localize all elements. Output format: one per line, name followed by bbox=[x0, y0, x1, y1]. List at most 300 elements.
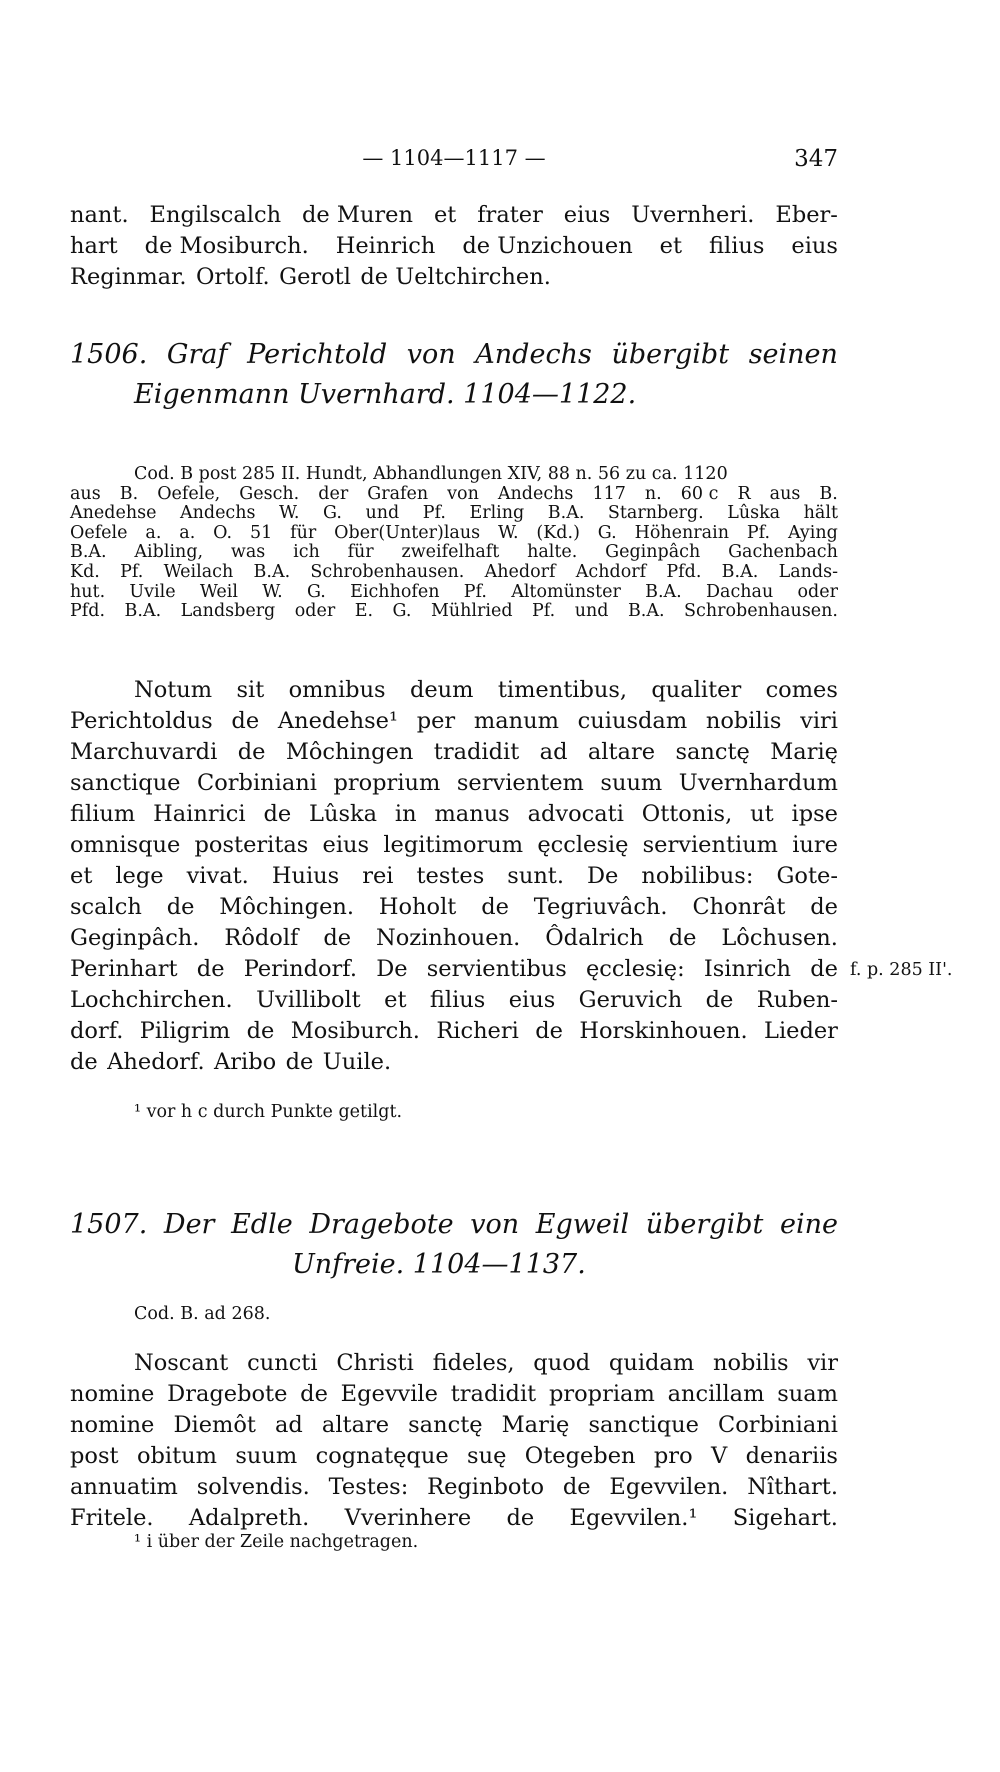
word: Perichtold bbox=[247, 339, 388, 370]
word: von bbox=[470, 1209, 520, 1240]
word: altare bbox=[587, 739, 656, 765]
word: Mosiburch. bbox=[290, 1018, 420, 1044]
word: de bbox=[285, 1049, 314, 1075]
word: de bbox=[481, 894, 509, 920]
citation-line bbox=[70, 602, 838, 622]
word: quidam bbox=[608, 1350, 695, 1376]
word: (Kd.) bbox=[536, 522, 580, 543]
word: Sigehart. bbox=[732, 1505, 838, 1531]
word: Landsberg bbox=[180, 601, 276, 622]
word: Weilach bbox=[163, 561, 234, 582]
word: Gesch. bbox=[239, 483, 300, 504]
word: Christi bbox=[336, 1350, 414, 1376]
word: viri bbox=[800, 708, 838, 734]
word: servientem bbox=[456, 770, 584, 796]
text-line bbox=[70, 830, 838, 861]
word: pro bbox=[653, 1443, 693, 1469]
text-line bbox=[70, 231, 838, 262]
word: Erling bbox=[469, 503, 525, 524]
word: Graf bbox=[166, 339, 228, 370]
word: Höhenrain bbox=[634, 522, 729, 543]
word: Dragebote bbox=[167, 1381, 288, 1407]
word: Noscant bbox=[134, 1350, 229, 1376]
heading-subtitle: Unfreie. 1104—1137. bbox=[292, 1249, 586, 1280]
word: Huius bbox=[271, 863, 340, 889]
word: ipse bbox=[791, 801, 838, 827]
word: Otegeben bbox=[524, 1443, 636, 1469]
text-line bbox=[70, 768, 838, 799]
page-number: 347 bbox=[794, 146, 838, 172]
word: 1507. bbox=[70, 1209, 148, 1240]
word: eius bbox=[791, 233, 838, 259]
word: W. bbox=[262, 581, 283, 602]
word: und bbox=[574, 601, 609, 622]
word: Cod. B post 285 II. Hundt, Abhandlungen XIV, 88 n. 56 zu ca. 1120 bbox=[134, 464, 728, 484]
word: Uvernhardum bbox=[678, 770, 838, 796]
word: Diemôt bbox=[173, 1412, 256, 1438]
word: nobilibus: bbox=[641, 863, 754, 889]
word: Ottonis, bbox=[641, 801, 733, 827]
word: Anedehse¹ bbox=[277, 708, 398, 734]
word: ęcclesię: bbox=[585, 956, 685, 982]
word: rei bbox=[362, 863, 394, 889]
text-line bbox=[70, 1441, 838, 1472]
word: Vverinhere bbox=[344, 1505, 472, 1531]
word: lege bbox=[115, 863, 164, 889]
word: Ruben- bbox=[756, 987, 838, 1013]
word: Lands- bbox=[778, 561, 838, 582]
word: übergibt bbox=[645, 1209, 764, 1240]
text-line bbox=[70, 675, 838, 706]
word: nomine bbox=[70, 1381, 155, 1407]
word: hut. bbox=[70, 581, 106, 602]
word: Perindorf. bbox=[243, 956, 357, 982]
word: de bbox=[323, 925, 352, 951]
word: ad bbox=[275, 1412, 303, 1438]
word: ut bbox=[750, 801, 774, 827]
intro-text bbox=[70, 200, 838, 293]
word: 1506. bbox=[70, 339, 148, 370]
word: Nîthart. bbox=[747, 1474, 838, 1500]
word: Môchingen. bbox=[219, 894, 355, 920]
word: eine bbox=[780, 1209, 838, 1240]
word: de bbox=[246, 1018, 275, 1044]
word: Uvernheri. bbox=[631, 202, 755, 228]
text-line bbox=[70, 799, 838, 830]
word: Gote- bbox=[776, 863, 838, 889]
word: Marię bbox=[501, 1412, 570, 1438]
word: für bbox=[347, 542, 374, 563]
word: post bbox=[70, 1443, 119, 1469]
word: posteritas bbox=[194, 832, 309, 858]
text-line bbox=[70, 985, 838, 1016]
word: qualiter bbox=[651, 677, 742, 703]
word: sanctę bbox=[675, 739, 750, 765]
word: hält bbox=[803, 503, 838, 524]
word: Pf. bbox=[532, 601, 556, 622]
word: Notum bbox=[134, 677, 213, 703]
word: de bbox=[231, 708, 260, 734]
citation-line bbox=[70, 543, 838, 563]
word: proprium bbox=[333, 770, 441, 796]
word: de bbox=[810, 956, 838, 982]
word: frater bbox=[477, 202, 543, 228]
word: V bbox=[711, 1443, 728, 1469]
word: Geginpâch bbox=[605, 542, 701, 563]
word: de bbox=[300, 1381, 328, 1407]
word: de Ueltchirchen. bbox=[360, 264, 551, 290]
word: Oefele bbox=[70, 522, 128, 543]
word: et bbox=[433, 202, 457, 228]
word: advocati bbox=[527, 801, 624, 827]
word: Edle bbox=[231, 1209, 293, 1240]
word: Lochchirchen. bbox=[70, 987, 233, 1013]
citation-1506 bbox=[70, 465, 838, 622]
word: suę bbox=[467, 1443, 507, 1469]
word: et bbox=[70, 863, 93, 889]
word: a. bbox=[179, 522, 196, 543]
word: Chonrât bbox=[692, 894, 786, 920]
word: G. bbox=[323, 503, 342, 524]
word: von bbox=[406, 339, 456, 370]
word: tradidit bbox=[450, 1381, 537, 1407]
word: De bbox=[376, 956, 408, 982]
word: Uuile. bbox=[322, 1049, 392, 1075]
word: propriam bbox=[548, 1381, 655, 1407]
word: von bbox=[447, 483, 479, 504]
citation-line bbox=[70, 504, 838, 524]
word: n. bbox=[644, 483, 662, 504]
word: timentibus, bbox=[497, 677, 628, 703]
text-line bbox=[70, 200, 838, 231]
word: nomine bbox=[70, 1412, 155, 1438]
word: Ahedorf bbox=[484, 561, 556, 582]
word: et bbox=[384, 987, 407, 1013]
word: aus bbox=[769, 483, 801, 504]
word: filius bbox=[708, 233, 765, 259]
word: manum bbox=[473, 708, 559, 734]
word: de bbox=[535, 1018, 563, 1044]
word: Perichtoldus bbox=[70, 708, 213, 734]
word: Isinrich bbox=[703, 956, 792, 982]
word: ich bbox=[293, 542, 320, 563]
word: Andechs bbox=[497, 483, 574, 504]
word: suam bbox=[777, 1381, 838, 1407]
text-line bbox=[70, 737, 838, 768]
word: G. bbox=[597, 522, 617, 543]
word: Kd. bbox=[70, 561, 100, 582]
word: Corbiniani bbox=[197, 770, 317, 796]
word: Ober(Unter)laus bbox=[334, 522, 481, 543]
word: sanctique bbox=[70, 770, 181, 796]
word: Pf. bbox=[422, 503, 446, 524]
word: G. bbox=[306, 581, 326, 602]
word: B. bbox=[819, 483, 838, 504]
word: de Muren bbox=[302, 202, 413, 228]
word: Reginmar. bbox=[70, 264, 187, 290]
word: Eichhofen bbox=[350, 581, 440, 602]
word: Schrobenhausen. bbox=[310, 561, 465, 582]
citation-line bbox=[70, 465, 838, 485]
word: de bbox=[810, 894, 838, 920]
word: nobilis bbox=[712, 1350, 789, 1376]
word: Uvile bbox=[129, 581, 176, 602]
word: testes bbox=[416, 863, 485, 889]
footnote-text: ¹ vor h c durch Punkte getilgt. bbox=[134, 1102, 403, 1122]
word: de bbox=[705, 987, 734, 1013]
word: B.A. bbox=[721, 561, 759, 582]
word: Môchingen bbox=[285, 739, 414, 765]
word: comes bbox=[765, 677, 838, 703]
word: der bbox=[318, 483, 349, 504]
word: W. bbox=[279, 503, 300, 524]
word: sit bbox=[236, 677, 265, 703]
text-line bbox=[70, 861, 838, 892]
word: vivat. bbox=[186, 863, 249, 889]
word: Oefele, bbox=[157, 483, 221, 504]
word: quod bbox=[533, 1350, 591, 1376]
text-line bbox=[70, 262, 838, 293]
word: de bbox=[506, 1505, 535, 1531]
word: Lûska bbox=[309, 801, 378, 827]
word: Geginpâch. bbox=[70, 925, 200, 951]
word: annuatim bbox=[70, 1474, 178, 1500]
text-line bbox=[70, 954, 838, 985]
citation-1507 bbox=[70, 1305, 838, 1325]
word: B. bbox=[119, 483, 139, 504]
word: was bbox=[230, 542, 266, 563]
word: Ahedorf. bbox=[107, 1049, 205, 1075]
word: seinen bbox=[748, 339, 838, 370]
word: sunt. bbox=[507, 863, 565, 889]
word: zweifelhaft bbox=[401, 542, 500, 563]
text-1507 bbox=[70, 1348, 838, 1534]
page-range: — 1104—1117 — bbox=[362, 146, 546, 170]
word: Nozinhouen. bbox=[376, 925, 521, 951]
word: B.A. bbox=[70, 542, 107, 563]
word: 117 bbox=[592, 483, 626, 504]
word: B.A. bbox=[124, 601, 162, 622]
word: suum bbox=[600, 770, 663, 796]
text-line bbox=[70, 1016, 838, 1047]
word: R bbox=[737, 483, 751, 504]
footnote-1507 bbox=[70, 1530, 838, 1554]
word: Dragebote bbox=[309, 1209, 454, 1240]
word: Pfd. bbox=[70, 601, 106, 622]
word: solvendis. bbox=[196, 1474, 310, 1500]
word: a. bbox=[145, 522, 162, 543]
word: Uvillibolt bbox=[256, 987, 361, 1013]
word: B.A. bbox=[253, 561, 291, 582]
word: Adalpreth. bbox=[188, 1505, 310, 1531]
word: dorf. bbox=[70, 1018, 124, 1044]
text-line bbox=[70, 706, 838, 737]
word: sanctique bbox=[588, 1412, 699, 1438]
heading-line bbox=[70, 1205, 838, 1245]
heading-1507 bbox=[70, 1205, 838, 1285]
word: 51 bbox=[249, 522, 273, 543]
word: Starnberg. bbox=[607, 503, 704, 524]
word: Grafen bbox=[367, 483, 429, 504]
word: Egweil bbox=[535, 1209, 630, 1240]
word: Heinrich bbox=[335, 233, 436, 259]
word: Anedehse bbox=[70, 503, 157, 524]
word: de bbox=[70, 1049, 98, 1075]
word: eius bbox=[508, 987, 556, 1013]
word: G. bbox=[392, 601, 412, 622]
word: Ôdalrich bbox=[545, 925, 644, 951]
word: Pfd. bbox=[666, 561, 702, 582]
word: omnibus bbox=[288, 677, 386, 703]
word: Pf. bbox=[746, 522, 771, 543]
word: Mühlried bbox=[430, 601, 513, 622]
word: Tegriuvâch. bbox=[533, 894, 668, 920]
word: Marchuvardi bbox=[70, 739, 218, 765]
word: Marię bbox=[770, 739, 838, 765]
word: deum bbox=[409, 677, 474, 703]
word: sanctę bbox=[408, 1412, 483, 1438]
word: Der bbox=[163, 1209, 215, 1240]
text-line bbox=[70, 923, 838, 954]
word: Weil bbox=[199, 581, 238, 602]
word: servientibus bbox=[426, 956, 567, 982]
word: eius bbox=[322, 832, 370, 858]
word: de Mosiburch. bbox=[144, 233, 309, 259]
heading-line bbox=[70, 1245, 838, 1285]
footnote-text: ¹ i über der Zeile nachgetragen. bbox=[134, 1532, 419, 1552]
text-line bbox=[70, 1379, 838, 1410]
word: Aribo bbox=[214, 1049, 277, 1075]
word: B.A. bbox=[547, 503, 585, 524]
word: manus bbox=[434, 801, 510, 827]
word: Andechs bbox=[475, 339, 592, 370]
word: Pf. bbox=[463, 581, 487, 602]
word: oder bbox=[294, 601, 336, 622]
heading-line bbox=[70, 335, 838, 375]
word: nant. bbox=[70, 202, 129, 228]
text-line bbox=[70, 1410, 838, 1441]
word: 60 c bbox=[680, 483, 719, 504]
word: übergibt bbox=[611, 339, 730, 370]
running-header bbox=[70, 146, 838, 176]
word: de bbox=[562, 1474, 591, 1500]
word: Gerotl bbox=[279, 264, 351, 290]
word: Engilscalch bbox=[149, 202, 282, 228]
heading-1506 bbox=[70, 335, 838, 415]
word: Egevvilen. bbox=[609, 1474, 729, 1500]
word: Ortolf. bbox=[195, 264, 270, 290]
word: Hainrici bbox=[153, 801, 246, 827]
word: Lûska bbox=[727, 503, 781, 524]
citation-line: Cod. B. ad 268. bbox=[134, 1304, 271, 1324]
word: ad bbox=[539, 739, 568, 765]
text-1506 bbox=[70, 675, 838, 1078]
margin-note: f. p. 285 II'. bbox=[850, 960, 953, 980]
word: Dachau bbox=[706, 581, 774, 602]
word: omnisque bbox=[70, 832, 181, 858]
word: Horskinhouen. bbox=[579, 1018, 748, 1044]
word: für bbox=[290, 522, 317, 543]
word: B.A. bbox=[645, 581, 682, 602]
word: Andechs bbox=[179, 503, 256, 524]
word: servientium bbox=[642, 832, 779, 858]
word: Aibling, bbox=[134, 542, 204, 563]
word: suum bbox=[235, 1443, 298, 1469]
text-line bbox=[70, 1472, 838, 1503]
word: Schrobenhausen. bbox=[684, 601, 838, 622]
word: filium bbox=[70, 801, 136, 827]
word: Achdorf bbox=[575, 561, 647, 582]
word: De bbox=[587, 863, 619, 889]
word: obitum bbox=[136, 1443, 217, 1469]
word: W. bbox=[498, 522, 519, 543]
word: O. bbox=[213, 522, 233, 543]
word: Aying bbox=[787, 522, 838, 543]
citation-line bbox=[70, 563, 838, 583]
word: hart bbox=[70, 233, 118, 259]
word: Altomünster bbox=[511, 581, 621, 602]
word: tradidit bbox=[433, 739, 520, 765]
word: Corbiniani bbox=[718, 1412, 838, 1438]
word: B.A. bbox=[627, 601, 665, 622]
word: fideles, bbox=[432, 1350, 515, 1376]
word: und bbox=[365, 503, 400, 524]
word: in bbox=[394, 801, 417, 827]
word: Piligrim bbox=[139, 1018, 231, 1044]
word: ancillam bbox=[667, 1381, 765, 1407]
word: Reginboto bbox=[427, 1474, 545, 1500]
word: Pf. bbox=[120, 561, 144, 582]
citation-line bbox=[70, 583, 838, 603]
text-line bbox=[70, 1047, 838, 1078]
word: cuiusdam bbox=[577, 708, 688, 734]
heading-line bbox=[70, 375, 838, 415]
word: filius bbox=[429, 987, 486, 1013]
word: Lôchusen. bbox=[721, 925, 838, 951]
citation-line bbox=[70, 485, 838, 505]
word: cognatęque bbox=[315, 1443, 449, 1469]
word: scalch bbox=[70, 894, 142, 920]
word: Egevvile bbox=[340, 1381, 438, 1407]
word: legitimorum bbox=[383, 832, 524, 858]
word: E. bbox=[354, 601, 374, 622]
word: de bbox=[196, 956, 225, 982]
word: Testes: bbox=[328, 1474, 409, 1500]
word: nobilis bbox=[705, 708, 782, 734]
word: cuncti bbox=[247, 1350, 318, 1376]
word: oder bbox=[797, 581, 838, 602]
word: de bbox=[237, 739, 266, 765]
word: eius bbox=[563, 202, 611, 228]
word: vir bbox=[807, 1350, 838, 1376]
word: Perinhart bbox=[70, 956, 178, 982]
word: de bbox=[263, 801, 292, 827]
word: de Unzichouen bbox=[462, 233, 633, 259]
word: iure bbox=[792, 832, 838, 858]
word: aus bbox=[70, 483, 101, 504]
word: ęcclesię bbox=[537, 832, 629, 858]
word: denariis bbox=[745, 1443, 838, 1469]
text-line bbox=[70, 1348, 838, 1379]
word: Rôdolf bbox=[224, 925, 299, 951]
word: altare bbox=[321, 1412, 390, 1438]
heading-subtitle: Eigenmann Uvernhard. 1104—1122. bbox=[134, 379, 637, 410]
word: Eber- bbox=[775, 202, 838, 228]
word: Gachenbach bbox=[728, 542, 838, 563]
word: de bbox=[166, 894, 195, 920]
word: Geruvich bbox=[578, 987, 683, 1013]
word: Egevvilen.¹ bbox=[569, 1505, 698, 1531]
